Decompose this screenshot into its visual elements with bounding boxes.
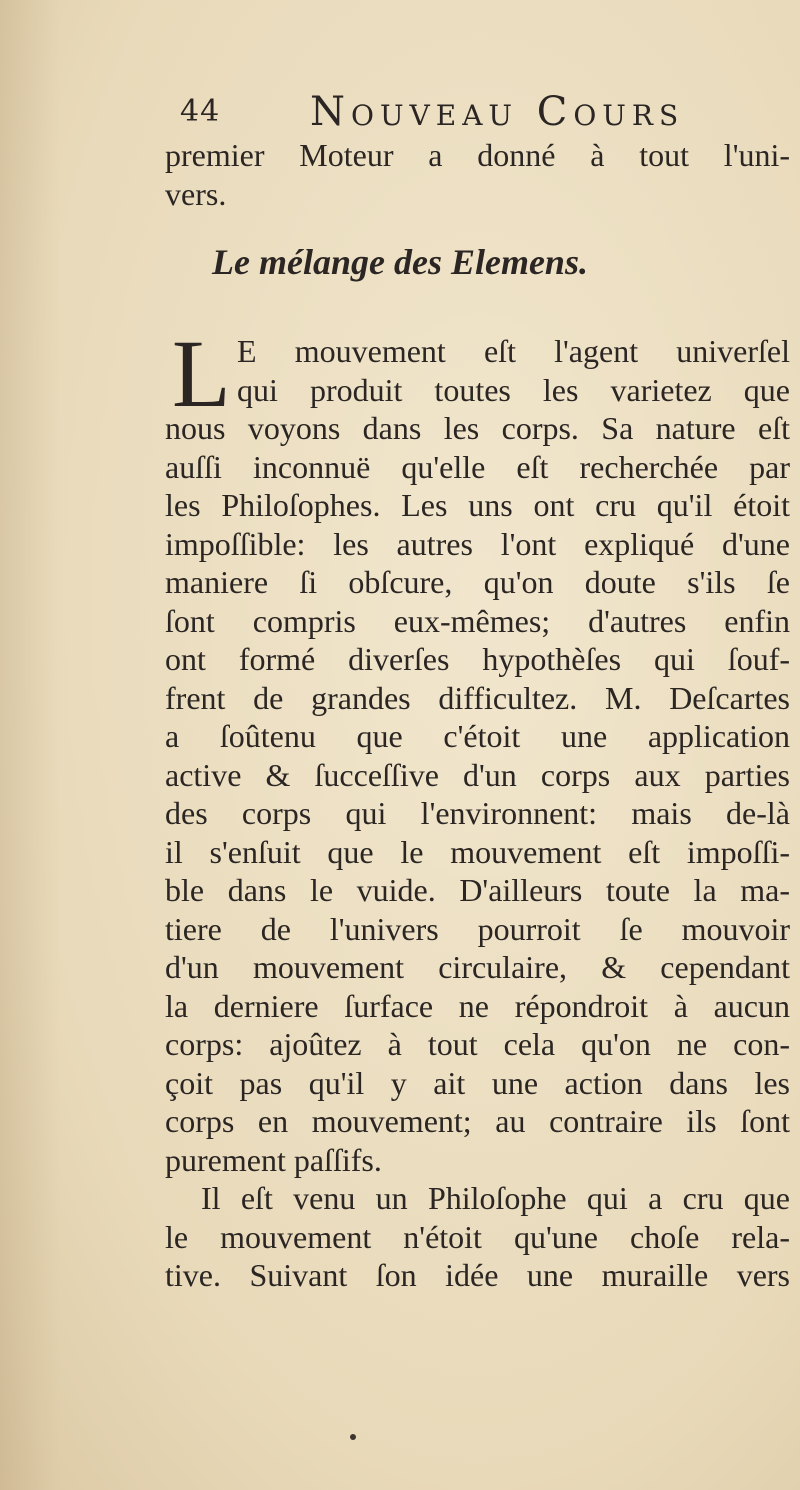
text-line: le mouvement n'étoit qu'une choſe rela- (165, 1218, 790, 1255)
text-line: les Philoſophes. Les uns ont cru qu'il étoit (165, 487, 790, 523)
text-line: d'un mouvement circulaire, & cependant (165, 949, 790, 985)
page-header (180, 88, 740, 136)
text-line: çoit pas qu'il y ait une action dans les (165, 1064, 790, 1101)
text-line: tiere de l'univers pourroit ſe mouvoir (165, 910, 790, 947)
text-line: E mouvement eſt l'agent univerſel (237, 333, 790, 369)
text-line: impoſſible: les autres l'ont expliqué d'une (165, 525, 790, 562)
text-line: ont formé diverſes hypothèſes qui ſouf- (165, 641, 790, 677)
text-line: des corps qui l'environnent: mais de-là (165, 795, 790, 831)
section-title: Le mélange des Elemens. (212, 242, 588, 282)
text-line: corps: ajoûtez à tout cela qu'on ne con- (165, 1026, 790, 1062)
text-line: purement paſſifs. (165, 1141, 382, 1178)
text-line: qui produit toutes les varietez que (237, 371, 790, 408)
text-line: la derniere ſurface ne répondroit à aucun (165, 987, 790, 1024)
text-line: auſſi inconnuë qu'elle eſt recherchée par (165, 448, 790, 485)
text-line: corps en mouvement; au contraire ils ſont (165, 1103, 790, 1139)
text-line: vers. (165, 175, 227, 212)
running-title: Nouveau Cours (310, 89, 685, 135)
text-line: maniere ſi obſcure, qu'on doute s'ils ſe (165, 564, 790, 600)
body-text (165, 332, 790, 1295)
text-line: a ſoûtenu que c'étoit une application (165, 718, 790, 754)
text-line: il s'enſuit que le mouvement eſt impoſſi- (165, 833, 790, 870)
intro-text (165, 136, 790, 213)
drop-cap: L (172, 320, 231, 427)
text-line: Il eſt venu un Philoſophe qui a cru que (201, 1180, 790, 1216)
text-line: nous voyons dans les corps. Sa nature eſt (165, 410, 790, 446)
text-line: tive. Suivant ſon idée une muraille vers (165, 1257, 790, 1293)
ink-dot (350, 1434, 356, 1440)
text-line: ſont compris eux-mêmes; d'autres enfin (165, 602, 790, 639)
text-line: frent de grandes difficultez. M. Deſcartes (165, 679, 790, 716)
text-line: premier Moteur a donné à tout l'uni- (165, 137, 790, 173)
text-line: active & ſucceſſive d'un corps aux parties (165, 756, 790, 793)
text-line: ble dans le vuide. D'ailleurs toute la ma- (165, 872, 790, 908)
page-number: 44 (180, 94, 221, 129)
